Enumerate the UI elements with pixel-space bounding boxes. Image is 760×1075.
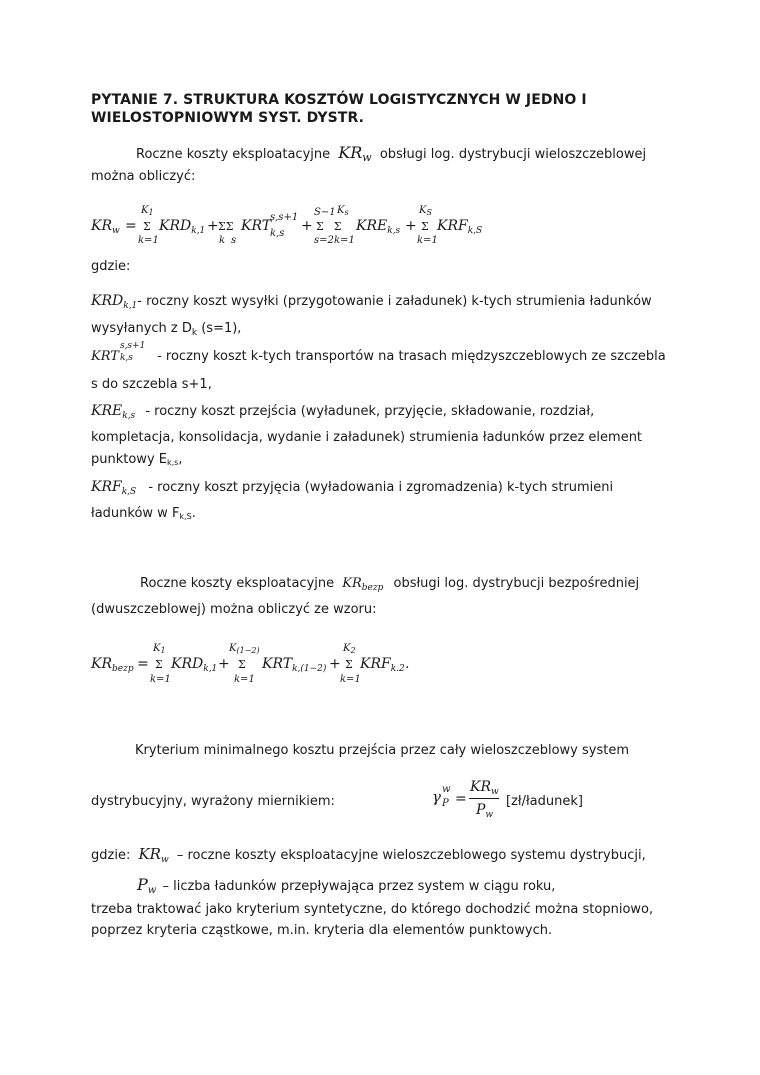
criterion-gamma: γ <box>432 788 441 806</box>
formula1-plus-2: + <box>301 218 313 234</box>
formula1-equals: = <box>125 218 137 234</box>
def-krt-line-2: s do szczebla s+1, <box>91 377 212 392</box>
formula2-t1-lower: k=1 <box>150 674 171 685</box>
def-krd-text: - roczny koszt wysyłki (przygotowanie i załadunek) k-tych strumienia ładunków <box>137 294 652 309</box>
intro2-before: Roczne koszty eksploatacyjne <box>140 576 335 591</box>
formula1-plus-1: + <box>207 218 219 234</box>
formula1-t2-sup: s,s+1 <box>270 212 299 223</box>
criterion-gamma-sub: P <box>442 798 449 809</box>
gdzie2-line-2 <box>137 877 555 896</box>
intro1-line-1 <box>136 145 646 163</box>
def-kre-line-1 <box>91 404 594 421</box>
def-krt-symbol: KRT s,s+1 k,s <box>91 341 146 364</box>
intro2-symbol: $KR_{bezp}$ <box>342 576 384 593</box>
intro1-line-2: można obliczyć: <box>91 169 196 184</box>
formula2-end: . <box>405 656 410 672</box>
criterion-line-2: dystrybucyjny, wyrażony miernikiem: <box>91 794 335 809</box>
intro2-after: obsługi log. dystrybucji bezpośredniej <box>393 576 640 591</box>
intro2-line-1 <box>140 577 639 593</box>
formula2-plus-2: + <box>329 656 341 672</box>
formula1-t1-body: $KRD_{k,1}$ <box>159 218 206 236</box>
def-kre-line-3: punktowy Ek,s, <box>91 452 183 467</box>
gdzie2-pw-text: – liczba ładunków przepływająca przez system w ciągu roku, <box>162 879 556 894</box>
intro2-line-2: (dwuszczeblowej) można obliczyć ze wzoru: <box>91 602 377 617</box>
formula2-t1-sigma: Σ <box>155 658 163 671</box>
def-kre-text: - roczny koszt przejścia (wyładunek, przyjęcie, składowanie, rozdział, <box>145 404 595 419</box>
formula2-t3-body: $KRF_{k.2}$ <box>360 656 405 674</box>
gdzie2-line-3: trzeba traktować jako kryterium syntetyczne, do którego dochodzić można stopniowo, <box>91 902 654 917</box>
gdzie2-kr-text: – roczne koszty eksploatacyjne wieloszczeblowego systemu dystrybucji, <box>176 848 646 863</box>
formula2-equals: = <box>137 656 149 672</box>
def-krd-line-1 <box>91 294 652 311</box>
formula2-t3-upper: $K_2$ <box>343 643 356 655</box>
def-kre-line-2: kompletacja, konsolidacja, wydanie i załadunek) strumienia ładunków przez element <box>91 430 643 445</box>
def-krf-symbol: $KRF_{k,S}$ <box>91 479 137 497</box>
heading-line-2: WIELOSTOPNIOWYM SYST. DYSTR. <box>91 110 364 126</box>
formula2-t3-lower: k=1 <box>340 674 361 685</box>
formula1-t1-upper: $K_1$ <box>141 205 154 217</box>
def-krf-line-1 <box>91 480 613 497</box>
formula2-t2-sigma: Σ <box>238 658 246 671</box>
formula1-t1-lower: k=1 <box>138 235 159 246</box>
heading-line-1: PYTANIE 7. STRUKTURA KOSZTÓW LOGISTYCZNYCH W JEDNO I <box>91 92 587 108</box>
formula2-t2-upper: $K_{(1-2)}$ <box>229 643 260 655</box>
criterion-fraction-bar <box>469 798 499 799</box>
def-krf-line-2: ładunków w Fk,S. <box>91 506 196 521</box>
gdzie2-line-1 <box>91 847 646 865</box>
formula1-t3-sigma: ΣΣ <box>316 220 352 233</box>
formula1-t2-lower-s: s <box>231 235 237 246</box>
intro1-before: Roczne koszty eksploatacyjne <box>136 147 331 162</box>
formula1-t3-upper-1: S−1 <box>314 207 336 218</box>
formula2-t2-body: $KRT_{k,(1-2)}$ <box>262 656 327 674</box>
gdzie2-pw-symbol: $P_w$ <box>137 875 157 896</box>
criterion-equals: = <box>455 791 467 807</box>
formula2-lhs: $KR_{bezp}$ <box>91 656 134 674</box>
def-krf-text: - roczny koszt przyjęcia (wyładowania i zgromadzenia) k-tych strumieni <box>148 480 614 495</box>
gdzie-label-2: gdzie: <box>91 848 131 863</box>
formula2-t2-lower: k=1 <box>234 674 255 685</box>
gdzie-label-1: gdzie: <box>91 259 131 274</box>
gdzie2-line-4: poprzez kryteria cząstkowe, m.in. kryteria dla elementów punktowych. <box>91 923 553 938</box>
formula1-t4-lower: k=1 <box>417 235 438 246</box>
formula1-t4-upper: $K_S$ <box>419 205 432 217</box>
formula1-t3-body: $KRE_{k,s}$ <box>356 218 401 236</box>
criterion-line-1: Kryterium minimalnego kosztu przejścia przez cały wieloszczeblowy system <box>135 743 629 758</box>
formula2-t3-sigma: Σ <box>345 658 353 671</box>
def-kre-symbol: $KRE_{k,s}$ <box>91 403 136 421</box>
formula1-t4-sigma: Σ <box>421 220 429 233</box>
criterion-numerator: $KR_w$ <box>470 779 499 797</box>
formula1-t3-upper-2: $K_s$ <box>337 205 349 217</box>
def-krt-text: - roczny koszt k-tych transportów na trasach międzyszczeblowych ze szczebla <box>157 349 666 364</box>
def-krt-line-1 <box>91 341 666 364</box>
formula1-t2-sigma: ΣΣ <box>218 220 234 233</box>
formula1-t2-sub: k,s <box>270 228 285 239</box>
criterion-gamma-sup: w <box>442 784 451 795</box>
formula1-t3-lower-2: k=1 <box>334 235 355 246</box>
def-krd-symbol: $KRD_{k,1}$ <box>91 293 138 311</box>
def-krd-line-2: wysyłanych z $D_k$ (s=1), <box>91 321 242 338</box>
gdzie2-kr-symbol: $KR_w$ <box>138 845 169 865</box>
intro1-after: obsługi log. dystrybucji wieloszczeblowej <box>379 147 647 162</box>
formula1-plus-3: + <box>405 218 417 234</box>
intro1-symbol: $KR_w$ <box>338 143 372 164</box>
formula2-t1-upper: $K_1$ <box>153 643 166 655</box>
formula2-t1-body: $KRD_{k,1}$ <box>171 656 218 674</box>
criterion-unit: [zł/ładunek] <box>506 794 583 809</box>
formula1-t1-sigma: Σ <box>143 220 151 233</box>
criterion-denominator: $P_w$ <box>476 802 494 820</box>
formula1-t4-body: $KRF_{k,S}$ <box>437 218 483 236</box>
formula1-t2-body: KRT <box>241 218 272 234</box>
formula2-plus-1: + <box>218 656 230 672</box>
formula1-t2-lower-k: k <box>219 235 226 246</box>
formula1-lhs: $KR_w$ <box>91 218 120 236</box>
formula1-t3-lower-1: s=2 <box>314 235 334 246</box>
